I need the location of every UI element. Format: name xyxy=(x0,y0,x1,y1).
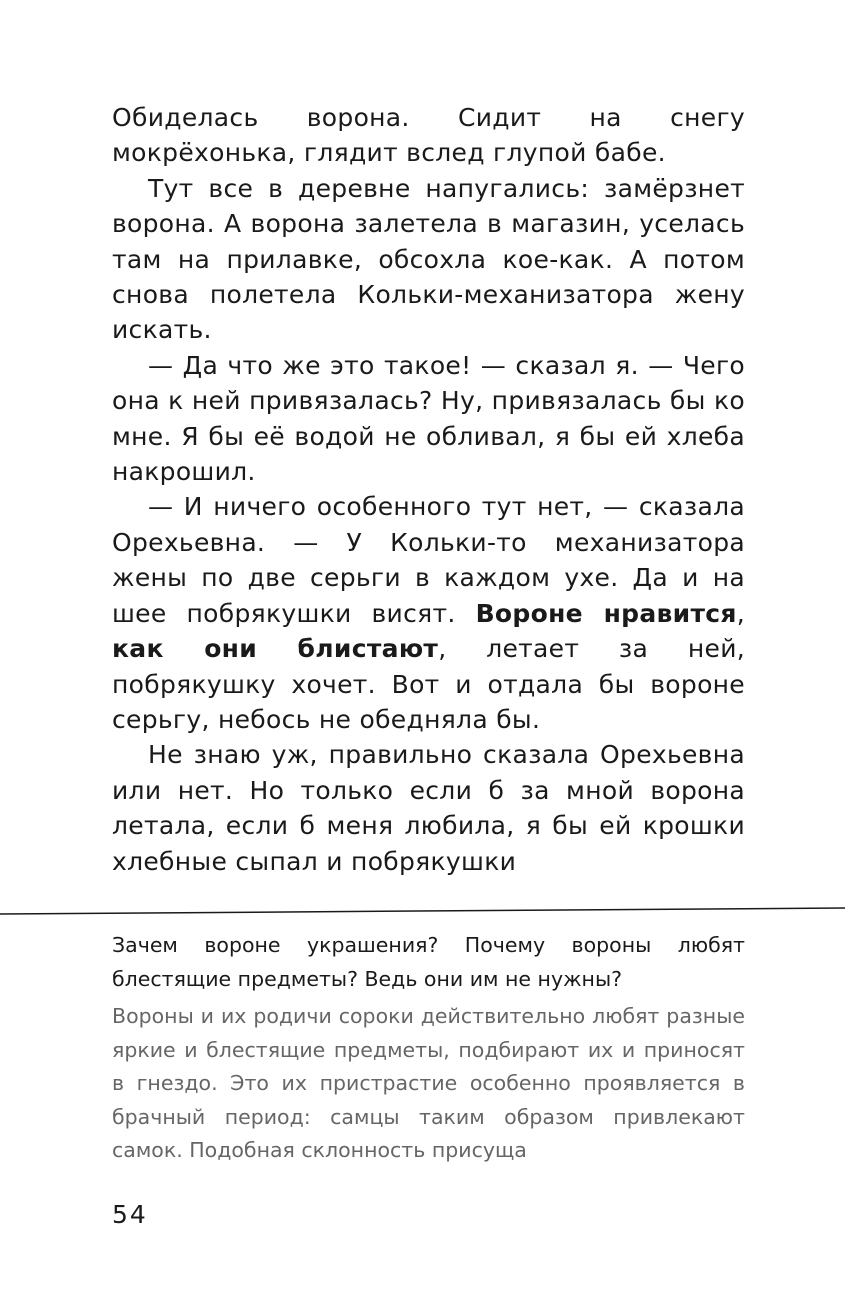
highlight-1: Вороне нравится xyxy=(475,598,737,628)
paragraph-1: Обиделась ворона. Сидит на снегу мокрёхонька, глядит вслед глупой бабе. xyxy=(112,103,745,168)
paragraph-4-start: — И ничего особенного тут нет, — сказала Орехьевна. — У Кольки-то механизатора жены по две серьги в каждом ухе. Да и на шее побрякушки висят. xyxy=(112,492,745,628)
divider-line xyxy=(0,902,845,922)
sidebar-answer: Вороны и их родичи сороки действительно любят разные яркие и блестящие предметы, подбирают их и приносят в гнездо. Это их пристрастие особенно проявляется в брачный период: самцы таким образом привлекают самок. Подобная склонность присуща xyxy=(112,1004,745,1162)
highlight-2: как они блистают xyxy=(112,634,439,664)
paragraph-4 xyxy=(112,489,745,737)
paragraph-2: Тут все в деревне напугались: замёрзнет ворона. А ворона залетела в магазин, уселась там на прилавке, обсохла кое-как. А потом снова полетела Кольки-механизатора жену искать. xyxy=(112,173,745,345)
paragraph-5: Не знаю уж, правильно сказала Орехьевна или нет. Но только если б за мной ворона летала, если б меня любила, я бы ей крошки хлебные сыпал и побрякушки xyxy=(112,740,745,876)
paragraph-4-end: , летает за ней, побрякушку хочет. Вот и отдала бы вороне серьгу, небось не обедняла бы. xyxy=(112,634,745,734)
sidebar-question: Зачем вороне украшения? Почему вороны любят блестящие предметы? Ведь они им не нужны? xyxy=(112,933,745,991)
paragraph-3: — Да что же это такое! — сказал я. — Чего она к ней привязалась? Ну, привязалась бы ко мне. Я бы её водой не обливал, я бы ей хлеба накрошил. xyxy=(112,350,745,487)
main-text xyxy=(112,100,745,879)
page-number: 54 xyxy=(112,1200,148,1229)
paragraph-4-comma: , xyxy=(736,598,745,628)
